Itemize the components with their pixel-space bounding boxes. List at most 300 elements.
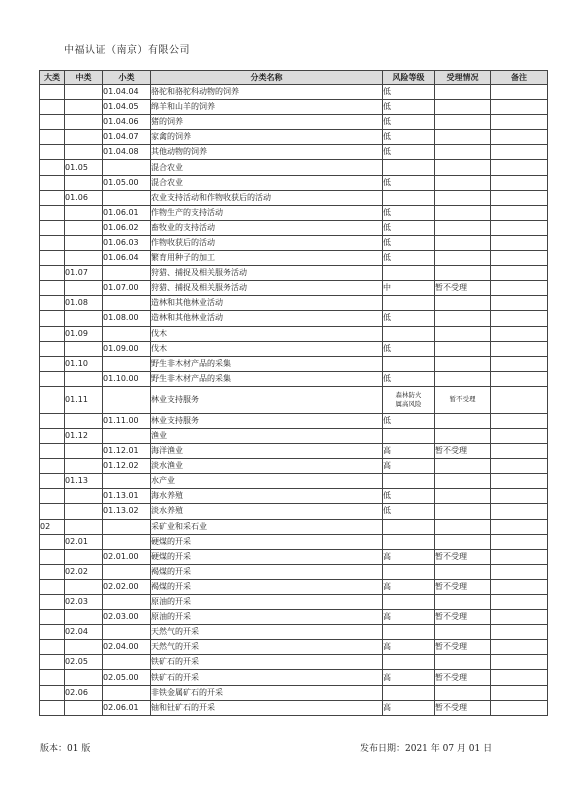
- cell-name: 非铁金属矿石的开采: [151, 685, 383, 700]
- cell-name: 采矿业和采石业: [151, 519, 383, 534]
- cell-middle: [65, 205, 103, 220]
- cell-remark: [491, 326, 548, 341]
- cell-status: 暂不受理: [435, 444, 491, 459]
- table-row: [40, 595, 548, 610]
- cell-middle: [65, 371, 103, 386]
- cell-major: [40, 504, 65, 519]
- cell-status: [435, 130, 491, 145]
- cell-remark: [491, 311, 548, 326]
- table-row: [40, 610, 548, 625]
- table-row: [40, 489, 548, 504]
- cell-risk: 低: [383, 489, 435, 504]
- cell-status: [435, 190, 491, 205]
- cell-remark: [491, 459, 548, 474]
- cell-middle: 02.03: [65, 595, 103, 610]
- cell-status: [435, 115, 491, 130]
- table-row: [40, 413, 548, 428]
- cell-middle: [65, 444, 103, 459]
- table-row: [40, 428, 548, 443]
- cell-name: 铀和钍矿石的开采: [151, 700, 383, 715]
- cell-major: [40, 610, 65, 625]
- cell-middle: 02.02: [65, 564, 103, 579]
- table-row: [40, 519, 548, 534]
- cell-minor: 02.05.00: [103, 670, 151, 685]
- table-row: [40, 579, 548, 594]
- cell-status: [435, 160, 491, 175]
- risk-note: 森林防火 属高风险: [395, 390, 422, 408]
- table-row: [40, 160, 548, 175]
- cell-middle: [65, 235, 103, 250]
- cell-minor: [103, 595, 151, 610]
- cell-middle: 02.04: [65, 625, 103, 640]
- cell-status: 暂不受理: [435, 670, 491, 685]
- cell-middle: [65, 504, 103, 519]
- cell-middle: [65, 489, 103, 504]
- cell-minor: [103, 160, 151, 175]
- cell-risk: 低: [383, 145, 435, 160]
- cell-major: [40, 700, 65, 715]
- table-row: [40, 685, 548, 700]
- cell-middle: [65, 175, 103, 190]
- cell-major: [40, 579, 65, 594]
- cell-risk: 高: [383, 459, 435, 474]
- classification-table: [39, 70, 548, 716]
- cell-minor: 01.11.00: [103, 413, 151, 428]
- cell-middle: [65, 549, 103, 564]
- cell-risk: [383, 595, 435, 610]
- cell-major: [40, 190, 65, 205]
- table-row: [40, 220, 548, 235]
- cell-middle: 02.05: [65, 655, 103, 670]
- cell-minor: [103, 190, 151, 205]
- cell-risk: 低: [383, 341, 435, 356]
- cell-status: [435, 371, 491, 386]
- cell-remark: [491, 428, 548, 443]
- column-header-status: 受理情况: [435, 71, 491, 85]
- cell-remark: [491, 341, 548, 356]
- cell-remark: [491, 100, 548, 115]
- cell-name: 天然气的开采: [151, 640, 383, 655]
- cell-remark: [491, 130, 548, 145]
- cell-minor: [103, 685, 151, 700]
- cell-status: [435, 474, 491, 489]
- cell-middle: 01.06: [65, 190, 103, 205]
- cell-minor: 01.09.00: [103, 341, 151, 356]
- cell-minor: 01.13.02: [103, 504, 151, 519]
- table-row: [40, 311, 548, 326]
- cell-major: [40, 413, 65, 428]
- cell-middle: [65, 220, 103, 235]
- cell-minor: [103, 266, 151, 281]
- table-header-row: [40, 71, 548, 85]
- cell-major: [40, 489, 65, 504]
- cell-remark: [491, 145, 548, 160]
- cell-status: [435, 175, 491, 190]
- cell-risk: 高: [383, 700, 435, 715]
- cell-middle: [65, 311, 103, 326]
- cell-remark: [491, 386, 548, 413]
- cell-status: 暂不受理: [435, 640, 491, 655]
- cell-middle: [65, 579, 103, 594]
- cell-minor: 02.06.01: [103, 700, 151, 715]
- cell-risk: 低: [383, 115, 435, 130]
- cell-minor: 01.04.07: [103, 130, 151, 145]
- cell-remark: [491, 564, 548, 579]
- cell-name: 狩猎、捕捉及相关服务活动: [151, 281, 383, 296]
- cell-major: [40, 160, 65, 175]
- cell-status: [435, 341, 491, 356]
- cell-risk: 低: [383, 220, 435, 235]
- cell-remark: [491, 670, 548, 685]
- cell-minor: [103, 474, 151, 489]
- cell-minor: 02.02.00: [103, 579, 151, 594]
- cell-minor: 02.01.00: [103, 549, 151, 564]
- cell-status: [435, 235, 491, 250]
- cell-risk: 低: [383, 130, 435, 145]
- cell-major: [40, 640, 65, 655]
- cell-remark: [491, 640, 548, 655]
- cell-status: 暂不受理: [435, 610, 491, 625]
- cell-name: 野生非木材产品的采集: [151, 371, 383, 386]
- cell-major: [40, 235, 65, 250]
- cell-risk: [383, 326, 435, 341]
- cell-remark: [491, 655, 548, 670]
- cell-remark: [491, 685, 548, 700]
- table-row: [40, 281, 548, 296]
- cell-name: 原油的开采: [151, 595, 383, 610]
- cell-remark: [491, 549, 548, 564]
- cell-name: 繁育用种子的加工: [151, 251, 383, 266]
- cell-middle: [65, 459, 103, 474]
- cell-name: 铁矿石的开采: [151, 670, 383, 685]
- cell-middle: 01.05: [65, 160, 103, 175]
- cell-minor: [103, 625, 151, 640]
- cell-major: [40, 356, 65, 371]
- table-row: [40, 145, 548, 160]
- table-row: [40, 459, 548, 474]
- table-row: [40, 100, 548, 115]
- cell-minor: 01.04.08: [103, 145, 151, 160]
- cell-remark: [491, 266, 548, 281]
- column-header-middle: 中类: [65, 71, 103, 85]
- cell-status: [435, 655, 491, 670]
- cell-name: 林业支持服务: [151, 413, 383, 428]
- cell-major: [40, 386, 65, 413]
- cell-major: [40, 549, 65, 564]
- cell-major: [40, 534, 65, 549]
- version-label: 版本：01 版: [40, 744, 91, 754]
- cell-name: 褐煤的开采: [151, 564, 383, 579]
- table-row: [40, 444, 548, 459]
- table-row: [40, 326, 548, 341]
- cell-middle: 02.01: [65, 534, 103, 549]
- cell-minor: 01.04.04: [103, 85, 151, 100]
- cell-major: [40, 130, 65, 145]
- cell-minor: 01.07.00: [103, 281, 151, 296]
- cell-middle: 01.11: [65, 386, 103, 413]
- table-row: [40, 190, 548, 205]
- cell-risk: 低: [383, 205, 435, 220]
- cell-remark: [491, 489, 548, 504]
- cell-status: [435, 504, 491, 519]
- cell-major: [40, 145, 65, 160]
- cell-name: 野生非木材产品的采集: [151, 356, 383, 371]
- cell-minor: [103, 296, 151, 311]
- cell-middle: [65, 115, 103, 130]
- cell-remark: [491, 371, 548, 386]
- cell-middle: 01.13: [65, 474, 103, 489]
- cell-major: [40, 371, 65, 386]
- cell-minor: 01.13.01: [103, 489, 151, 504]
- cell-risk: [383, 474, 435, 489]
- table-row: [40, 474, 548, 489]
- table-row: [40, 341, 548, 356]
- cell-name: 海洋渔业: [151, 444, 383, 459]
- cell-name: 淡水渔业: [151, 459, 383, 474]
- cell-name: 海水养殖: [151, 489, 383, 504]
- cell-name: 硬煤的开采: [151, 549, 383, 564]
- table-row: [40, 625, 548, 640]
- cell-name: 混合农业: [151, 175, 383, 190]
- cell-minor: [103, 326, 151, 341]
- table-row: [40, 85, 548, 100]
- cell-status: [435, 205, 491, 220]
- cell-minor: 01.06.01: [103, 205, 151, 220]
- table-row: [40, 130, 548, 145]
- cell-risk: [383, 296, 435, 311]
- cell-name: 畜牧业的支持活动: [151, 220, 383, 235]
- cell-minor: 01.04.06: [103, 115, 151, 130]
- cell-name: 绵羊和山羊的饲养: [151, 100, 383, 115]
- cell-major: [40, 251, 65, 266]
- cell-minor: 01.12.02: [103, 459, 151, 474]
- cell-remark: [491, 519, 548, 534]
- cell-middle: 01.12: [65, 428, 103, 443]
- cell-remark: [491, 595, 548, 610]
- cell-risk: [383, 625, 435, 640]
- cell-major: [40, 296, 65, 311]
- cell-risk: 低: [383, 504, 435, 519]
- cell-risk: 高: [383, 610, 435, 625]
- cell-risk: [383, 685, 435, 700]
- cell-risk: 低: [383, 413, 435, 428]
- cell-minor: 01.05.00: [103, 175, 151, 190]
- cell-middle: [65, 85, 103, 100]
- cell-risk: [383, 356, 435, 371]
- cell-major: [40, 100, 65, 115]
- cell-name: 猪的饲养: [151, 115, 383, 130]
- cell-status: [435, 625, 491, 640]
- cell-major: 02: [40, 519, 65, 534]
- cell-minor: [103, 655, 151, 670]
- cell-remark: [491, 251, 548, 266]
- cell-remark: [491, 625, 548, 640]
- cell-remark: [491, 85, 548, 100]
- cell-remark: [491, 504, 548, 519]
- cell-major: [40, 220, 65, 235]
- cell-major: [40, 205, 65, 220]
- cell-minor: 01.12.01: [103, 444, 151, 459]
- cell-major: [40, 474, 65, 489]
- cell-status: [435, 489, 491, 504]
- cell-middle: [65, 251, 103, 266]
- cell-remark: [491, 413, 548, 428]
- cell-minor: [103, 519, 151, 534]
- cell-name: 原油的开采: [151, 610, 383, 625]
- table-row: [40, 266, 548, 281]
- cell-risk: 高: [383, 444, 435, 459]
- cell-name: 伐木: [151, 326, 383, 341]
- cell-middle: 01.10: [65, 356, 103, 371]
- cell-name: 作物收获后的活动: [151, 235, 383, 250]
- cell-remark: [491, 474, 548, 489]
- cell-risk: [383, 386, 435, 413]
- cell-name: 铁矿石的开采: [151, 655, 383, 670]
- cell-minor: 01.08.00: [103, 311, 151, 326]
- cell-major: [40, 625, 65, 640]
- cell-minor: 01.04.05: [103, 100, 151, 115]
- table-row: [40, 386, 548, 413]
- cell-status: [435, 311, 491, 326]
- cell-major: [40, 341, 65, 356]
- table-row: [40, 371, 548, 386]
- cell-risk: 低: [383, 251, 435, 266]
- cell-minor: 01.10.00: [103, 371, 151, 386]
- cell-remark: [491, 160, 548, 175]
- table-row: [40, 115, 548, 130]
- table-row: [40, 251, 548, 266]
- cell-name: 水产业: [151, 474, 383, 489]
- cell-middle: [65, 640, 103, 655]
- cell-minor: [103, 428, 151, 443]
- cell-name: 其他动物的饲养: [151, 145, 383, 160]
- cell-risk: 高: [383, 549, 435, 564]
- table-row: [40, 564, 548, 579]
- cell-risk: 低: [383, 85, 435, 100]
- cell-remark: [491, 115, 548, 130]
- cell-middle: [65, 145, 103, 160]
- cell-name: 混合农业: [151, 160, 383, 175]
- cell-name: 褐煤的开采: [151, 579, 383, 594]
- cell-status: [435, 100, 491, 115]
- cell-status: [435, 413, 491, 428]
- cell-status: [435, 595, 491, 610]
- table-row: [40, 655, 548, 670]
- table-body: [40, 85, 548, 716]
- cell-remark: [491, 235, 548, 250]
- cell-name: 造林和其他林业活动: [151, 296, 383, 311]
- cell-name: 骆驼和骆驼科动物的饲养: [151, 85, 383, 100]
- cell-risk: 低: [383, 311, 435, 326]
- cell-major: [40, 266, 65, 281]
- cell-name: 造林和其他林业活动: [151, 311, 383, 326]
- cell-middle: 01.08: [65, 296, 103, 311]
- cell-major: [40, 326, 65, 341]
- cell-name: 狩猎、捕捉及相关服务活动: [151, 266, 383, 281]
- cell-middle: [65, 100, 103, 115]
- cell-remark: [491, 220, 548, 235]
- cell-status: [435, 251, 491, 266]
- cell-major: [40, 670, 65, 685]
- table-row: [40, 296, 548, 311]
- cell-risk: 低: [383, 100, 435, 115]
- cell-status: [435, 326, 491, 341]
- cell-risk: 高: [383, 640, 435, 655]
- cell-status: [435, 85, 491, 100]
- cell-middle: [65, 519, 103, 534]
- cell-minor: 01.06.04: [103, 251, 151, 266]
- cell-middle: [65, 281, 103, 296]
- table-row: [40, 235, 548, 250]
- status-note: 暂不受理: [449, 395, 476, 404]
- cell-remark: [491, 534, 548, 549]
- table-row: [40, 549, 548, 564]
- cell-status: [435, 296, 491, 311]
- cell-name: 伐木: [151, 341, 383, 356]
- cell-major: [40, 428, 65, 443]
- cell-name: 硬煤的开采: [151, 534, 383, 549]
- cell-major: [40, 85, 65, 100]
- table-row: [40, 640, 548, 655]
- cell-major: [40, 444, 65, 459]
- cell-risk: [383, 428, 435, 443]
- cell-remark: [491, 296, 548, 311]
- cell-middle: [65, 341, 103, 356]
- cell-name: 天然气的开采: [151, 625, 383, 640]
- cell-status: [435, 386, 491, 413]
- cell-risk: 低: [383, 235, 435, 250]
- cell-risk: 中: [383, 281, 435, 296]
- cell-major: [40, 459, 65, 474]
- cell-major: [40, 115, 65, 130]
- cell-remark: [491, 579, 548, 594]
- cell-status: 暂不受理: [435, 579, 491, 594]
- cell-risk: [383, 564, 435, 579]
- cell-minor: 02.04.00: [103, 640, 151, 655]
- cell-minor: [103, 534, 151, 549]
- cell-name: 林业支持服务: [151, 386, 383, 413]
- cell-status: [435, 428, 491, 443]
- cell-name: 农业支持活动和作物收获后的活动: [151, 190, 383, 205]
- cell-middle: [65, 130, 103, 145]
- cell-minor: 02.03.00: [103, 610, 151, 625]
- cell-name: 淡水养殖: [151, 504, 383, 519]
- cell-status: [435, 519, 491, 534]
- table-row: [40, 356, 548, 371]
- cell-risk: [383, 534, 435, 549]
- cell-remark: [491, 190, 548, 205]
- cell-middle: 01.07: [65, 266, 103, 281]
- cell-middle: [65, 610, 103, 625]
- cell-major: [40, 175, 65, 190]
- cell-name: 作物生产的支持活动: [151, 205, 383, 220]
- column-header-remark: 备注: [491, 71, 548, 85]
- cell-remark: [491, 700, 548, 715]
- cell-major: [40, 655, 65, 670]
- cell-status: 暂不受理: [435, 700, 491, 715]
- company-name: 中福认证（南京）有限公司: [64, 45, 190, 56]
- cell-minor: 01.06.02: [103, 220, 151, 235]
- cell-remark: [491, 281, 548, 296]
- cell-status: [435, 685, 491, 700]
- cell-major: [40, 281, 65, 296]
- table-row: [40, 700, 548, 715]
- cell-major: [40, 564, 65, 579]
- cell-status: [435, 534, 491, 549]
- cell-status: [435, 356, 491, 371]
- table-row: [40, 205, 548, 220]
- cell-status: [435, 266, 491, 281]
